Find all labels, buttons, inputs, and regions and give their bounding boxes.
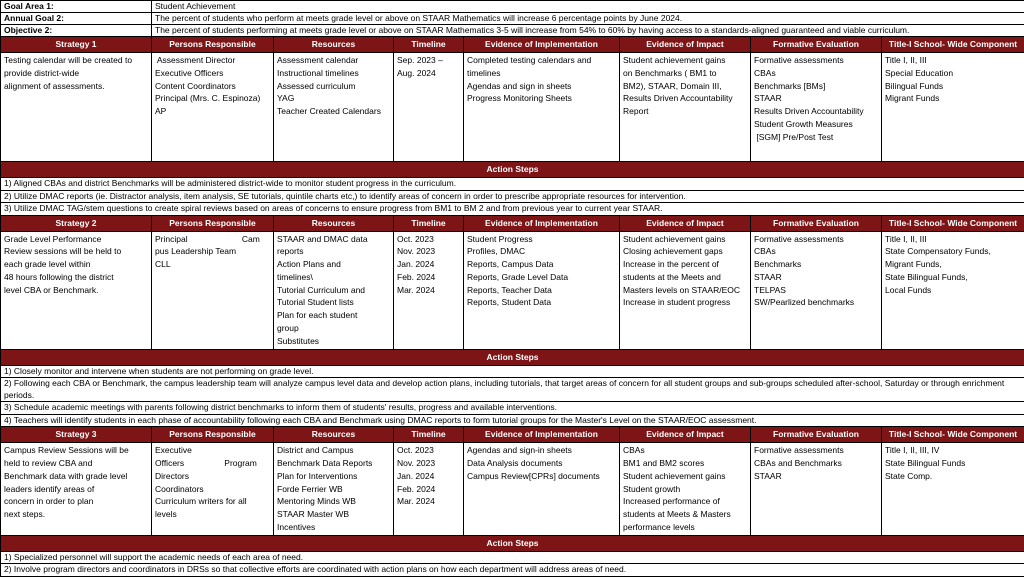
column-header: Formative Evaluation: [751, 427, 882, 443]
strategy-description-cell: [1, 53, 152, 162]
column-header: Persons Responsible: [152, 427, 274, 443]
cell-line: Formative assessments: [754, 54, 878, 67]
cell-line: Curriculum writers for all: [155, 495, 270, 508]
cell-line: Nov. 2023: [397, 457, 460, 470]
formative-evaluation-cell: [751, 231, 882, 349]
action-step-row: [1, 178, 1024, 191]
column-header: Title-I School- Wide Component: [882, 37, 1024, 53]
cell-line: Tutorial Curriculum and: [277, 284, 390, 297]
action-steps-row: [1, 162, 1024, 178]
cell-line: Assessment Director: [155, 54, 270, 67]
action-steps-heading: Action Steps: [1, 535, 1024, 551]
cell-line: STAAR: [754, 271, 878, 284]
cell-line: each grade level within: [4, 258, 148, 271]
cell-line: group: [277, 322, 390, 335]
cell-line: Benchmark Data Reports: [277, 457, 390, 470]
cell-line: provide district-wide: [4, 67, 148, 80]
cell-line: Results Driven Accountability: [754, 105, 878, 118]
strategy-description-cell: [1, 443, 152, 536]
cell-line: reports: [277, 245, 390, 258]
cell-line: Reports, Campus Data: [467, 258, 616, 271]
cell-line: Oct. 2023: [397, 233, 460, 246]
cell-line: Instructional timelines: [277, 67, 390, 80]
cell-line: TELPAS: [754, 284, 878, 297]
cell-line: Incentives: [277, 521, 390, 534]
cell-line: Benchmarks: [754, 258, 878, 271]
action-step-row: [1, 378, 1024, 402]
cell-line: AP: [155, 105, 270, 118]
cell-line: Sep. 2023 –: [397, 54, 460, 67]
cell-line: State Bilingual Funds,: [885, 271, 1021, 284]
action-step-row: [1, 551, 1024, 564]
evidence-of-implementation-cell: [464, 53, 620, 162]
persons-responsible-cell: [152, 53, 274, 162]
column-header: Title-I School- Wide Component: [882, 427, 1024, 443]
column-header: Evidence of Impact: [620, 37, 751, 53]
evidence-of-impact-cell: [620, 231, 751, 349]
cell-line: 48 hours following the district: [4, 271, 148, 284]
strategy-title: Strategy 3: [1, 427, 152, 443]
cell-line: level CBA or Benchmark.: [4, 284, 148, 297]
cell-line: pus Leadership Team: [155, 245, 270, 258]
objective-row: [1, 25, 1024, 37]
cell-line: District and Campus: [277, 444, 390, 457]
action-step-text: 2) Utilize DMAC reports (ie. Distractor analysis, item analysis, SE tutorials, quintile charts etc,) to identify areas of concern in order to prescribe appropriate resources for intervention.: [1, 190, 1024, 203]
cell-line: Substitutes: [277, 335, 390, 348]
cell-line: Testing calendar will be created to: [4, 54, 148, 67]
column-header: Persons Responsible: [152, 215, 274, 231]
cell-line: SW/Pearlized benchmarks: [754, 296, 878, 309]
action-step-text: 2) Involve program directors and coordinators in DRSs so that collective efforts are coordinated with action plans on how each department will address areas of need.: [1, 564, 1024, 577]
cell-line: Completed testing calendars and: [467, 54, 616, 67]
cell-line: Mar. 2024: [397, 284, 460, 297]
cell-line: Plan for Interventions: [277, 470, 390, 483]
cell-line: STAAR: [754, 92, 878, 105]
cell-line: Student growth: [623, 483, 747, 496]
cell-line: students at Meets & Masters: [623, 508, 747, 521]
cell-line: Bilingual Funds: [885, 80, 1021, 93]
cell-line: Reports, Grade Level Data: [467, 271, 616, 284]
cell-line: Tutorial Student lists: [277, 296, 390, 309]
cell-line: Action Plans and: [277, 258, 390, 271]
cell-line: CLL: [155, 258, 270, 271]
cell-line: Migrant Funds: [885, 92, 1021, 105]
cell-line: Report: [623, 105, 747, 118]
evidence-of-impact-cell: [620, 53, 751, 162]
cell-line: Increase in student progress: [623, 296, 747, 309]
cell-line: timelines: [467, 67, 616, 80]
cell-line: concern in order to plan: [4, 495, 148, 508]
cell-line: CBAs: [623, 444, 747, 457]
annual-goal-row: [1, 13, 1024, 25]
cell-line: levels: [155, 508, 270, 521]
evidence-of-impact-cell: [620, 443, 751, 536]
action-step-text: 4) Teachers will identify students in each phase of accountability following each CBA and Benchmark using DMAC reports to form tutorial groups for the Master's Level on the STAAR/EOC assessment.: [1, 414, 1024, 427]
cell-line: Agendas and sign-in sheets: [467, 444, 616, 457]
persons-responsible-cell: [152, 443, 274, 536]
cell-line: Migrant Funds,: [885, 258, 1021, 271]
cell-line: YAG: [277, 92, 390, 105]
cell-line: STAAR and DMAC data: [277, 233, 390, 246]
formative-evaluation-cell: [751, 443, 882, 536]
column-header: Evidence of Impact: [620, 427, 751, 443]
cell-line: Agendas and sign in sheets: [467, 80, 616, 93]
cell-line: Jan. 2024: [397, 258, 460, 271]
column-header: Formative Evaluation: [751, 215, 882, 231]
column-header: Timeline: [394, 215, 464, 231]
column-header: Resources: [274, 37, 394, 53]
cell-line: Student achievement gains: [623, 470, 747, 483]
cell-line: Benchmark data with grade level: [4, 470, 148, 483]
cell-line: Review sessions will be held to: [4, 245, 148, 258]
cell-line: Assessment calendar: [277, 54, 390, 67]
persons-responsible-cell: [152, 231, 274, 349]
cell-line: Data Analysis documents: [467, 457, 616, 470]
formative-evaluation-cell: [751, 53, 882, 162]
strategy-header-row: [1, 215, 1024, 231]
cell-line: Directors: [155, 470, 270, 483]
cell-line: Reports, Student Data: [467, 296, 616, 309]
action-step-row: [1, 402, 1024, 415]
strategy-header-row: [1, 427, 1024, 443]
title-i-component-cell: [882, 231, 1024, 349]
cell-line: performance levels: [623, 521, 747, 534]
cell-line: Teacher Created Calendars: [277, 105, 390, 118]
column-header: Resources: [274, 427, 394, 443]
cell-line: Executive: [155, 444, 270, 457]
action-step-row: [1, 414, 1024, 427]
column-header: Persons Responsible: [152, 37, 274, 53]
cell-line: Results Driven Accountability: [623, 92, 747, 105]
action-step-text: 3) Utilize DMAC TAG/stem questions to create spiral reviews based on areas of concerns to ensure progress from BM1 to BM 2 and from previous year to current year STAAR.: [1, 203, 1024, 216]
strategy-title: Strategy 2: [1, 215, 152, 231]
cell-line: Oct. 2023: [397, 444, 460, 457]
strategy-content-row: [1, 53, 1024, 162]
cell-line: Progress Monitoring Sheets: [467, 92, 616, 105]
cell-line: Campus Review Sessions will be: [4, 444, 148, 457]
action-steps-heading: Action Steps: [1, 349, 1024, 365]
cell-line: next steps.: [4, 508, 148, 521]
action-step-text: 2) Following each CBA or Benchmark, the campus leadership team will analyze campus level data and develop action plans, including tutorials, that target areas of concern for all student groups and sub-groups scheduled after-school, Saturday or through enrichment periods.: [1, 378, 1024, 402]
cell-line: CBAs: [754, 67, 878, 80]
cell-line: Coordinators: [155, 483, 270, 496]
cell-line: Student Growth Measures: [754, 118, 878, 131]
cell-line: [SGM] Pre/Post Test: [754, 131, 878, 144]
cell-line: State Compensatory Funds,: [885, 245, 1021, 258]
cell-line: STAAR Master WB: [277, 508, 390, 521]
goal-area-row: [1, 1, 1024, 13]
cell-line: leaders identify areas of: [4, 483, 148, 496]
cell-line: Plan for each student: [277, 309, 390, 322]
column-header: Evidence of Implementation: [464, 215, 620, 231]
action-step-text: 3) Schedule academic meetings with parents following district benchmarks to inform them of students' results, progress and available interventions.: [1, 402, 1024, 415]
cell-line: Student achievement gains: [623, 233, 747, 246]
cell-line: State Bilingual Funds: [885, 457, 1021, 470]
cell-line: Reports, Teacher Data: [467, 284, 616, 297]
resources-cell: [274, 231, 394, 349]
cell-line: Closing achievement gaps: [623, 245, 747, 258]
cell-line: Benchmarks [BMs]: [754, 80, 878, 93]
action-step-row: [1, 203, 1024, 216]
column-header: Evidence of Impact: [620, 215, 751, 231]
cell-line: Mentoring Minds WB: [277, 495, 390, 508]
cell-line: CBAs and Benchmarks: [754, 457, 878, 470]
action-step-text: 1) Aligned CBAs and district Benchmarks will be administered district-wide to monitor student progress in the curriculum.: [1, 178, 1024, 191]
strategy-content-row: [1, 443, 1024, 536]
cell-line: Masters levels on STAAR/EOC: [623, 284, 747, 297]
action-step-row: [1, 190, 1024, 203]
cell-line: Jan. 2024: [397, 470, 460, 483]
timeline-cell: [394, 53, 464, 162]
cell-line: CBAs: [754, 245, 878, 258]
cell-line: Formative assessments: [754, 233, 878, 246]
action-steps-row: [1, 349, 1024, 365]
cell-line: Profiles, DMAC: [467, 245, 616, 258]
strategy-title: Strategy 1: [1, 37, 152, 53]
cell-line: Campus Review[CPRs] documents: [467, 470, 616, 483]
cell-line: Increased performance of: [623, 495, 747, 508]
evidence-of-implementation-cell: [464, 231, 620, 349]
column-header: Timeline: [394, 37, 464, 53]
column-header: Timeline: [394, 427, 464, 443]
cell-line: Content Coordinators: [155, 80, 270, 93]
cell-line: Title I, II, III, IV: [885, 444, 1021, 457]
goal-area-label: Goal Area 1:: [1, 1, 152, 13]
cell-line: students at the Meets and: [623, 271, 747, 284]
cell-line: Feb. 2024: [397, 483, 460, 496]
action-steps-row: [1, 535, 1024, 551]
resources-cell: [274, 53, 394, 162]
cell-line: Student achievement gains: [623, 54, 747, 67]
cell-line: BM2), STAAR, Domain III,: [623, 80, 747, 93]
timeline-cell: [394, 231, 464, 349]
column-header: Title-I School- Wide Component: [882, 215, 1024, 231]
goal-area-value: Student Achievement: [152, 1, 1024, 13]
action-step-row: [1, 564, 1024, 577]
column-header: Evidence of Implementation: [464, 427, 620, 443]
cell-line: Principal (Mrs. C. Espinoza): [155, 92, 270, 105]
title-i-component-cell: [882, 53, 1024, 162]
timeline-cell: [394, 443, 464, 536]
cell-line: alignment of assessments.: [4, 80, 148, 93]
column-header: Evidence of Implementation: [464, 37, 620, 53]
cell-line: Principal Cam: [155, 233, 270, 246]
evidence-of-implementation-cell: [464, 443, 620, 536]
cell-line: BM1 and BM2 scores: [623, 457, 747, 470]
objective-value: The percent of students performing at meets grade level or above on STAAR Mathematics 3-5 will increase from 54% to 60% by having access to a standards-aligned guaranteed and viable curriculum.: [152, 25, 1024, 37]
cell-line: State Comp.: [885, 470, 1021, 483]
column-header: Formative Evaluation: [751, 37, 882, 53]
cell-line: Grade Level Performance: [4, 233, 148, 246]
cell-line: Title I, II, III: [885, 233, 1021, 246]
action-step-text: 1) Closely monitor and intervene when students are not performing on grade level.: [1, 365, 1024, 378]
strategy-header-row: [1, 37, 1024, 53]
cell-line: Officers Program: [155, 457, 270, 470]
action-step-text: 1) Specialized personnel will support the academic needs of each area of need.: [1, 551, 1024, 564]
action-steps-heading: Action Steps: [1, 162, 1024, 178]
strategy-description-cell: [1, 231, 152, 349]
cell-line: Assessed curriculum: [277, 80, 390, 93]
resources-cell: [274, 443, 394, 536]
column-header: Resources: [274, 215, 394, 231]
cell-line: Feb. 2024: [397, 271, 460, 284]
cell-line: Student Progress: [467, 233, 616, 246]
cell-line: Special Education: [885, 67, 1021, 80]
cell-line: Executive Officers: [155, 67, 270, 80]
cell-line: Formative assessments: [754, 444, 878, 457]
cell-line: on Benchmarks ( BM1 to: [623, 67, 747, 80]
strategy-content-row: [1, 231, 1024, 349]
cell-line: timelines\: [277, 271, 390, 284]
cell-line: STAAR: [754, 470, 878, 483]
cell-line: Title I, II, III: [885, 54, 1021, 67]
action-step-row: [1, 365, 1024, 378]
cell-line: Mar. 2024: [397, 495, 460, 508]
title-i-component-cell: [882, 443, 1024, 536]
cell-line: held to review CBA and: [4, 457, 148, 470]
annual-goal-value: The percent of students who perform at meets grade level or above on STAAR Mathematics will increase 6 percentage points by June 2024.: [152, 13, 1024, 25]
annual-goal-label: Annual Goal 2:: [1, 13, 152, 25]
objective-label: Objective 2:: [1, 25, 152, 37]
cell-line: Nov. 2023: [397, 245, 460, 258]
cell-line: Increase in the percent of: [623, 258, 747, 271]
cell-line: Forde Ferrier WB: [277, 483, 390, 496]
cell-line: Local Funds: [885, 284, 1021, 297]
cell-line: Aug. 2024: [397, 67, 460, 80]
